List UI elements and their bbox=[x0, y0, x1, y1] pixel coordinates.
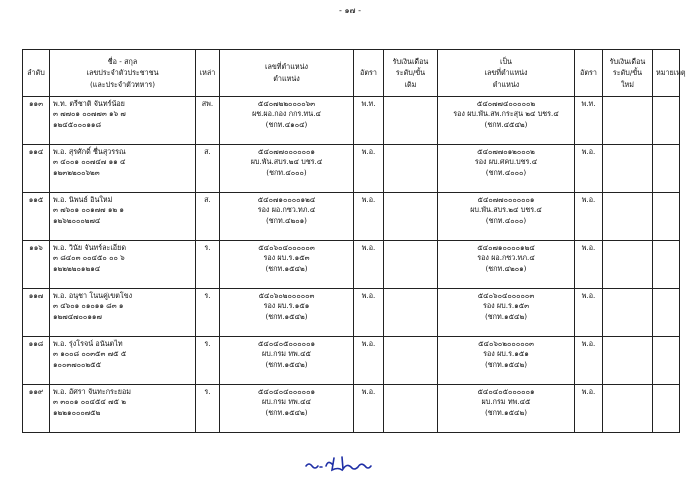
cell-name: พ.อ. นิพนธ์ อินใหม่ ๓ ๗๖๐๑ ๐๐๑๗๗ ๑๒ ๑ ๑๒๖๒๐๐๐๒๗๔ bbox=[50, 193, 196, 241]
header-branch: เหล่า bbox=[196, 50, 220, 97]
cell-remark bbox=[653, 97, 680, 145]
signature bbox=[300, 452, 400, 474]
cell-new-rate: พ.อ. bbox=[575, 241, 603, 289]
header-name: ชื่อ - สกุล เลขประจำตัวประชาชน (และประจำตัวทหาร) bbox=[50, 50, 196, 97]
cell-branch: ส. bbox=[196, 193, 220, 241]
cell-position: ๕๔๐๔๐๕๐๐๐๐๐๑ ผบ.กรม ทพ.๔๕ (ชกท.๑๕๔๒) bbox=[220, 337, 354, 385]
header-rate: อัตรา bbox=[354, 50, 384, 97]
cell-remark bbox=[653, 337, 680, 385]
cell-new-rate: พ.อ. bbox=[575, 145, 603, 193]
cell-salary-new bbox=[603, 145, 653, 193]
cell-order: ๑๑๕ bbox=[23, 193, 50, 241]
cell-salary-new bbox=[603, 385, 653, 433]
table-row bbox=[23, 97, 680, 145]
cell-salary-current bbox=[384, 145, 438, 193]
cell-salary-current bbox=[384, 241, 438, 289]
cell-rate: พ.อ. bbox=[354, 289, 384, 337]
page-number: - ๑๗ - bbox=[339, 6, 361, 15]
cell-remark bbox=[653, 385, 680, 433]
cell-branch: ร. bbox=[196, 241, 220, 289]
cell-new-rate: พ.อ. bbox=[575, 193, 603, 241]
cell-position: ๕๔๐๗๗๐๐๐๐๐๐๑ ผบ.พัน.สบร.๒๔ บชร.๔ (ชกท.๔๐๐๐) bbox=[220, 145, 354, 193]
cell-name: พ.อ. อนุชา โนนคู่เขตโขง ๓ ๔๖๐๑ ๐๑๐๑๑ ๘๓ ๑ ๑๒๗๔๗๐๐๑๑๗ bbox=[50, 289, 196, 337]
cell-position: ๕๔๐๗๒๒๐๐๐๐๖๓ ผช.ผอ.กอง กกร.ทน.๔ (ชกท.๔๑๐๔) bbox=[220, 97, 354, 145]
cell-new-position: ๕๔๐๗๗๔๐๐๐๐๐๒ รอง ผบ.พัน.สพ.กระสุน ๒๔ บชร.๔ (ชกท.๔๕๔๒) bbox=[438, 97, 575, 145]
cell-order: ๑๑๖ bbox=[23, 241, 50, 289]
header-salary-new: รับเงินเดือน ระดับ/ขั้น ใหม่ bbox=[603, 50, 653, 97]
cell-new-position: ๕๔๐๖๐๒๐๐๐๐๐๓ รอง ผบ.ร.๑๕๑ (ชกท.๑๕๔๒) bbox=[438, 337, 575, 385]
cell-order: ๑๑๗ bbox=[23, 289, 50, 337]
cell-new-position: ๕๔๐๗๗๐๑๒๐๐๐๒ รอง ผบ.ศคบ.บชร.๔ (ชกท.๔๐๐๐) bbox=[438, 145, 575, 193]
cell-name: พ.อ. สุรศักดิ์ ชื่นสุวรรณ ๓ ๔๐๐๑ ๐๐๗๔๗ ๑๑ ๔ ๑๒๓๒๒๐๐๖๒๓ bbox=[50, 145, 196, 193]
cell-salary-current bbox=[384, 193, 438, 241]
header-remark: หมายเหตุ bbox=[653, 50, 680, 97]
table-row bbox=[23, 145, 680, 193]
table-header-row bbox=[23, 50, 680, 97]
cell-name: พ.อ. รุ่งโรจน์ อนันตไท ๓ ๑๐๐๘ ๐๐๓๕๓ ๗๕ ๕ ๑๐๐๓๗๐๐๒๕๕ bbox=[50, 337, 196, 385]
cell-salary-new bbox=[603, 241, 653, 289]
cell-rate: พ.อ. bbox=[354, 241, 384, 289]
cell-branch: สพ. bbox=[196, 97, 220, 145]
cell-rate: พ.อ. bbox=[354, 385, 384, 433]
header-position-no: เลขที่ตำแหน่ง ตำแหน่ง bbox=[220, 50, 354, 97]
cell-branch: ร. bbox=[196, 289, 220, 337]
appointment-table bbox=[22, 49, 686, 433]
cell-order: ๑๑๘ bbox=[23, 337, 50, 385]
cell-new-position: ๕๔๐๔๐๕๐๐๐๐๐๑ ผบ.กรม ทพ.๔๕ (ชกท.๑๕๔๒) bbox=[438, 385, 575, 433]
cell-salary-current bbox=[384, 385, 438, 433]
cell-rate: พ.อ. bbox=[354, 337, 384, 385]
cell-new-position: ๕๔๐๗๗๐๐๐๐๐๐๑ ผบ.พัน.สบร.๒๔ บชร.๔ (ชกท.๔๐๐๐) bbox=[438, 193, 575, 241]
cell-remark bbox=[653, 289, 680, 337]
cell-order: ๑๑๔ bbox=[23, 145, 50, 193]
cell-position: ๕๔๐๖๐๔๐๐๐๐๐๓ รอง ผบ.ร.๑๕๓ (ชกท.๑๕๔๒) bbox=[220, 241, 354, 289]
cell-rate: พ.ท. bbox=[354, 97, 384, 145]
cell-branch: ส. bbox=[196, 145, 220, 193]
cell-salary-current bbox=[384, 337, 438, 385]
cell-branch: ร. bbox=[196, 337, 220, 385]
cell-order: ๑๑๙ bbox=[23, 385, 50, 433]
cell-remark bbox=[653, 193, 680, 241]
cell-position: ๕๔๐๖๐๒๐๐๐๐๐๓ รอง ผบ.ร.๑๕๑ (ชกท.๑๕๔๒) bbox=[220, 289, 354, 337]
cell-remark bbox=[653, 241, 680, 289]
cell-order: ๑๑๓ bbox=[23, 97, 50, 145]
cell-rate: พ.อ. bbox=[354, 145, 384, 193]
cell-salary-new bbox=[603, 193, 653, 241]
table-row bbox=[23, 385, 680, 433]
cell-rate: พ.อ. bbox=[354, 193, 384, 241]
cell-salary-new bbox=[603, 337, 653, 385]
cell-name: พ.ท. ตรีชาติ จันทร์น้อย ๓ ๗๗๐๑ ๐๐๗๗๓ ๑๖ ๗ ๑๒๔๕๐๐๐๑๑๘ bbox=[50, 97, 196, 145]
cell-new-rate: พ.อ. bbox=[575, 337, 603, 385]
cell-position: ๕๔๐๔๐๔๐๐๐๐๐๑ ผบ.กรม ทพ.๔๔ (ชกท.๑๕๔๒) bbox=[220, 385, 354, 433]
table-row bbox=[23, 193, 680, 241]
cell-new-position: ๕๔๐๗๑๐๐๐๐๑๒๔ รอง ผอ.กซว.ทภ.๔ (ชกท.๔๒๐๑) bbox=[438, 241, 575, 289]
header-new-position: เป็น เลขที่ตำแหน่ง ตำแหน่ง bbox=[438, 50, 575, 97]
table-row bbox=[23, 241, 680, 289]
cell-new-rate: พ.ท. bbox=[575, 97, 603, 145]
cell-name: พ.อ. วินัย จันทร์ละเอียด ๓ ๘๔๐๓ ๐๐๔๕๐ ๐๐ ๖ ๑๒๒๒๒๐๑๒๑๔ bbox=[50, 241, 196, 289]
cell-position: ๕๔๐๗๑๐๐๐๐๑๒๔ รอง ผอ.กซว.ทภ.๔ (ชกท.๔๒๐๑) bbox=[220, 193, 354, 241]
cell-new-rate: พ.อ. bbox=[575, 289, 603, 337]
table-row bbox=[23, 337, 680, 385]
header-salary-current: รับเงินเดือน ระดับ/ขั้น เดิม bbox=[384, 50, 438, 97]
table-row bbox=[23, 289, 680, 337]
cell-salary-new bbox=[603, 289, 653, 337]
cell-name: พ.อ. อัศรา จันทะกระยอม ๓ ๓๐๐๑ ๐๐๔๕๔ ๗๕ ๒ ๑๒๒๑๐๐๐๗๕๒ bbox=[50, 385, 196, 433]
header-new-rate: อัตรา bbox=[575, 50, 603, 97]
cell-salary-current bbox=[384, 97, 438, 145]
header-order: ลำดับ bbox=[23, 50, 50, 97]
cell-salary-new bbox=[603, 97, 653, 145]
cell-remark bbox=[653, 145, 680, 193]
cell-branch: ร. bbox=[196, 385, 220, 433]
cell-new-position: ๕๔๐๖๐๔๐๐๐๐๐๓ รอง ผบ.ร.๑๕๓ (ชกท.๑๕๔๒) bbox=[438, 289, 575, 337]
cell-salary-current bbox=[384, 289, 438, 337]
cell-new-rate: พ.อ. bbox=[575, 385, 603, 433]
